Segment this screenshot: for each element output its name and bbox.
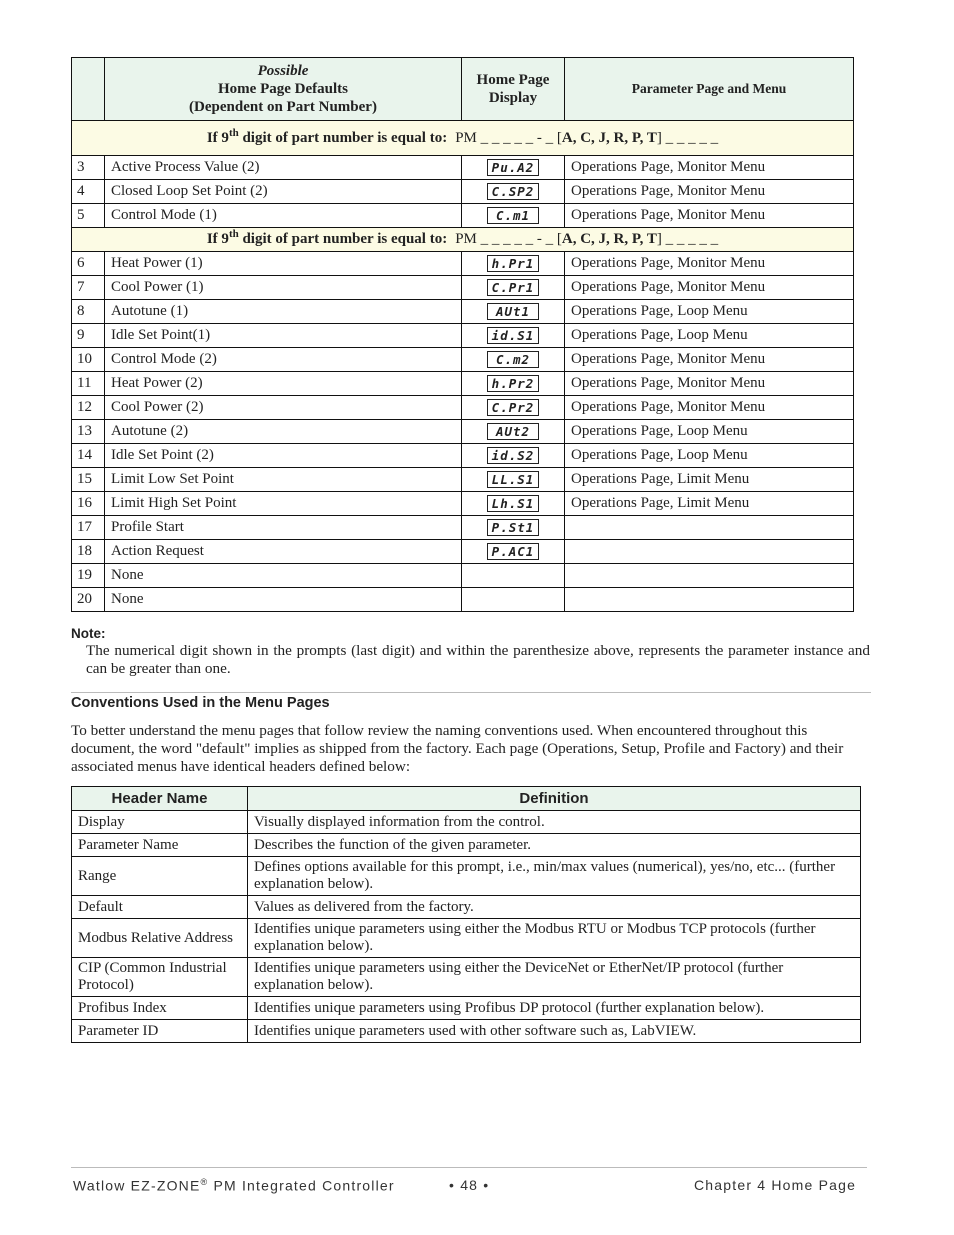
header-defaults — [105, 58, 462, 121]
parameter-name: Cool Power (2) — [105, 396, 462, 420]
page-and-menu: Operations Page, Monitor Menu — [565, 204, 854, 228]
parameter-name: Closed Loop Set Point (2) — [105, 180, 462, 204]
lcd-prompt: LL.S1 — [487, 471, 539, 488]
definition-cell: Identifies unique parameters used with other software such as, LabVIEW. — [248, 1020, 861, 1043]
lcd-prompt: h.Pr1 — [487, 255, 539, 272]
table-row — [72, 564, 854, 588]
row-number: 14 — [72, 444, 105, 468]
display-cell — [462, 420, 565, 444]
row-number: 7 — [72, 276, 105, 300]
condition-prefix: If 9 — [206, 231, 229, 247]
page-and-menu: Operations Page, Limit Menu — [565, 468, 854, 492]
table-row — [72, 811, 861, 834]
section-paragraph: To better understand the menu pages that follow review the naming conventions used. When encountered throughout this document, the word "default" implies as shipped from the factory. Each page (Operations, Setup, Profile and Factory) and their associated menus have identical headers defined below: — [71, 722, 844, 775]
table-row — [72, 857, 861, 896]
table-row — [72, 300, 854, 324]
lcd-prompt: C.m2 — [487, 351, 539, 368]
table-row — [72, 276, 854, 300]
display-cell — [462, 444, 565, 468]
table-row — [72, 492, 854, 516]
table-row — [72, 156, 854, 180]
footer-brand: Watlow EZ-ZONE — [73, 1177, 201, 1194]
page-and-menu — [565, 588, 854, 612]
table-row — [72, 516, 854, 540]
table-row — [72, 348, 854, 372]
definition-cell: Identifies unique parameters using Profibus DP protocol (further explanation below). — [248, 997, 861, 1020]
note-text: The numerical digit shown in the prompts (last digit) and within the parenthesize above, represents the parameter instance and can be greater than one. — [86, 642, 870, 677]
row-number: 19 — [72, 564, 105, 588]
table-row — [72, 252, 854, 276]
definition-cell: Values as delivered from the factory. — [248, 896, 861, 919]
parameter-name: Autotune (2) — [105, 420, 462, 444]
header-name-cell: CIP (Common Industrial Protocol) — [72, 958, 248, 997]
page-and-menu: Operations Page, Monitor Menu — [565, 252, 854, 276]
row-number: 16 — [72, 492, 105, 516]
lcd-prompt: C.m1 — [487, 207, 539, 224]
table-row — [72, 1020, 861, 1043]
display-cell — [462, 396, 565, 420]
header-display-line2: Display — [488, 90, 538, 106]
parameter-name: Limit Low Set Point — [105, 468, 462, 492]
table-row — [72, 834, 861, 857]
header-name: Header Name — [72, 787, 248, 811]
row-number: 17 — [72, 516, 105, 540]
lcd-prompt: P.St1 — [487, 519, 539, 536]
header-blank — [72, 58, 105, 121]
parameter-name: Limit High Set Point — [105, 492, 462, 516]
condition-pm: PM _ _ _ _ _ - _ [ — [455, 129, 562, 146]
page-and-menu: Operations Page, Loop Menu — [565, 324, 854, 348]
header-display-line1: Home Page — [476, 72, 550, 88]
condition-label: digit of part number is equal to: — [238, 129, 448, 146]
header-defaults-line1: Home Page Defaults — [218, 81, 348, 97]
condition-row — [72, 228, 854, 252]
page-number: • 48 • — [449, 1177, 490, 1193]
table-row — [72, 444, 854, 468]
parameter-name: Autotune (1) — [105, 300, 462, 324]
page-and-menu: Operations Page, Loop Menu — [565, 300, 854, 324]
display-cell — [462, 204, 565, 228]
note-heading: Note: — [71, 626, 106, 641]
condition-row — [72, 121, 854, 156]
row-number: 4 — [72, 180, 105, 204]
table-row — [72, 958, 861, 997]
definition-cell: Identifies unique parameters using either the Modbus RTU or Modbus TCP protocols (further explanation below). — [248, 919, 861, 958]
page-and-menu — [565, 564, 854, 588]
page-and-menu: Operations Page, Monitor Menu — [565, 156, 854, 180]
table-row — [72, 420, 854, 444]
table-row — [72, 997, 861, 1020]
row-number: 9 — [72, 324, 105, 348]
header-possible: Possible — [257, 63, 309, 79]
condition-pm: PM _ _ _ _ _ - _ [ — [455, 231, 562, 247]
lcd-prompt: id.S1 — [487, 327, 539, 344]
display-cell — [462, 348, 565, 372]
condition-sup: th — [228, 228, 239, 240]
table-header-row — [72, 58, 854, 121]
header-name-cell: Display — [72, 811, 248, 834]
display-cell — [462, 540, 565, 564]
page-and-menu: Operations Page, Monitor Menu — [565, 372, 854, 396]
header-name-cell: Default — [72, 896, 248, 919]
condition-letters: A, C, J, R, P, T — [561, 231, 657, 247]
header-name-cell: Modbus Relative Address — [72, 919, 248, 958]
definition-cell: Defines options available for this prompt, i.e., min/max values (numerical), yes/no, etc... (further explanation below). — [248, 857, 861, 896]
header-name-cell: Range — [72, 857, 248, 896]
table-row — [72, 919, 861, 958]
table-row — [72, 204, 854, 228]
parameter-name: Idle Set Point (2) — [105, 444, 462, 468]
page-and-menu: Operations Page, Loop Menu — [565, 420, 854, 444]
row-number: 13 — [72, 420, 105, 444]
display-cell — [462, 156, 565, 180]
header-name-cell: Profibus Index — [72, 997, 248, 1020]
table-row — [72, 396, 854, 420]
lcd-prompt: AUt2 — [487, 423, 539, 440]
row-number: 20 — [72, 588, 105, 612]
page-and-menu: Operations Page, Monitor Menu — [565, 348, 854, 372]
condition-cell — [72, 228, 854, 252]
table-row — [72, 588, 854, 612]
table-row — [72, 180, 854, 204]
footer-product: PM Integrated Controller — [208, 1177, 395, 1194]
condition-label: digit of part number is equal to: — [238, 231, 448, 247]
section-divider — [71, 692, 871, 693]
registered-mark: ® — [200, 1177, 209, 1187]
footer-left — [73, 1177, 395, 1194]
parameter-name: Idle Set Point(1) — [105, 324, 462, 348]
header-menu: Parameter Page and Menu — [565, 58, 854, 121]
definition-cell: Describes the function of the given parameter. — [248, 834, 861, 857]
table-header-row — [72, 787, 861, 811]
table-row — [72, 468, 854, 492]
header-name-cell: Parameter ID — [72, 1020, 248, 1043]
lcd-prompt: Lh.S1 — [487, 495, 539, 512]
parameter-name: None — [105, 588, 462, 612]
condition-suffix: ] _ _ _ _ _ — [656, 129, 719, 146]
parameter-name: None — [105, 564, 462, 588]
lcd-prompt: C.Pr2 — [487, 399, 539, 416]
header-name-cell: Parameter Name — [72, 834, 248, 857]
footer-chapter: Chapter 4 Home Page — [694, 1177, 857, 1193]
display-cell — [462, 252, 565, 276]
page-and-menu: Operations Page, Monitor Menu — [565, 396, 854, 420]
table-row — [72, 324, 854, 348]
display-cell — [462, 372, 565, 396]
page-and-menu: Operations Page, Loop Menu — [565, 444, 854, 468]
lcd-prompt: C.SP2 — [487, 183, 539, 200]
table-row — [72, 896, 861, 919]
parameter-name: Cool Power (1) — [105, 276, 462, 300]
condition-sup: th — [228, 126, 239, 139]
definition-cell: Identifies unique parameters using either the DeviceNet or EtherNet/IP protocol (further explanation below). — [248, 958, 861, 997]
table-row — [72, 372, 854, 396]
parameter-name: Heat Power (1) — [105, 252, 462, 276]
display-cell — [462, 300, 565, 324]
row-number: 6 — [72, 252, 105, 276]
page-and-menu — [565, 516, 854, 540]
row-number: 15 — [72, 468, 105, 492]
table-row — [72, 540, 854, 564]
footer-divider — [71, 1167, 867, 1168]
condition-cell — [72, 121, 854, 156]
lcd-prompt: P.AC1 — [487, 543, 539, 560]
row-number: 8 — [72, 300, 105, 324]
display-cell — [462, 588, 565, 612]
page-and-menu: Operations Page, Monitor Menu — [565, 180, 854, 204]
row-number: 5 — [72, 204, 105, 228]
display-cell — [462, 516, 565, 540]
header-definition: Definition — [248, 787, 861, 811]
display-cell — [462, 468, 565, 492]
display-cell — [462, 180, 565, 204]
parameter-name: Profile Start — [105, 516, 462, 540]
home-page-defaults-table — [71, 57, 854, 612]
lcd-prompt: id.S2 — [487, 447, 539, 464]
row-number: 11 — [72, 372, 105, 396]
lcd-prompt: h.Pr2 — [487, 375, 539, 392]
row-number: 10 — [72, 348, 105, 372]
row-number: 12 — [72, 396, 105, 420]
parameter-name: Heat Power (2) — [105, 372, 462, 396]
page-and-menu — [565, 540, 854, 564]
condition-prefix: If 9 — [206, 129, 229, 146]
condition-letters: A, C, J, R, P, T — [561, 129, 657, 146]
page-and-menu: Operations Page, Monitor Menu — [565, 276, 854, 300]
parameter-name: Control Mode (2) — [105, 348, 462, 372]
display-cell — [462, 564, 565, 588]
display-cell — [462, 324, 565, 348]
lcd-prompt: C.Pr1 — [487, 279, 539, 296]
display-cell — [462, 276, 565, 300]
row-number: 18 — [72, 540, 105, 564]
definition-cell: Visually displayed information from the control. — [248, 811, 861, 834]
parameter-name: Action Request — [105, 540, 462, 564]
page-and-menu: Operations Page, Limit Menu — [565, 492, 854, 516]
lcd-prompt: Pu.A2 — [487, 159, 539, 176]
section-heading: Conventions Used in the Menu Pages — [71, 695, 330, 711]
parameter-name: Active Process Value (2) — [105, 156, 462, 180]
lcd-prompt: AUt1 — [487, 303, 539, 320]
row-number: 3 — [72, 156, 105, 180]
header-defaults-line2: (Dependent on Part Number) — [189, 99, 377, 115]
display-cell — [462, 492, 565, 516]
conventions-table — [71, 786, 861, 1043]
header-display — [462, 58, 565, 121]
condition-suffix: ] _ _ _ _ _ — [656, 231, 719, 247]
parameter-name: Control Mode (1) — [105, 204, 462, 228]
